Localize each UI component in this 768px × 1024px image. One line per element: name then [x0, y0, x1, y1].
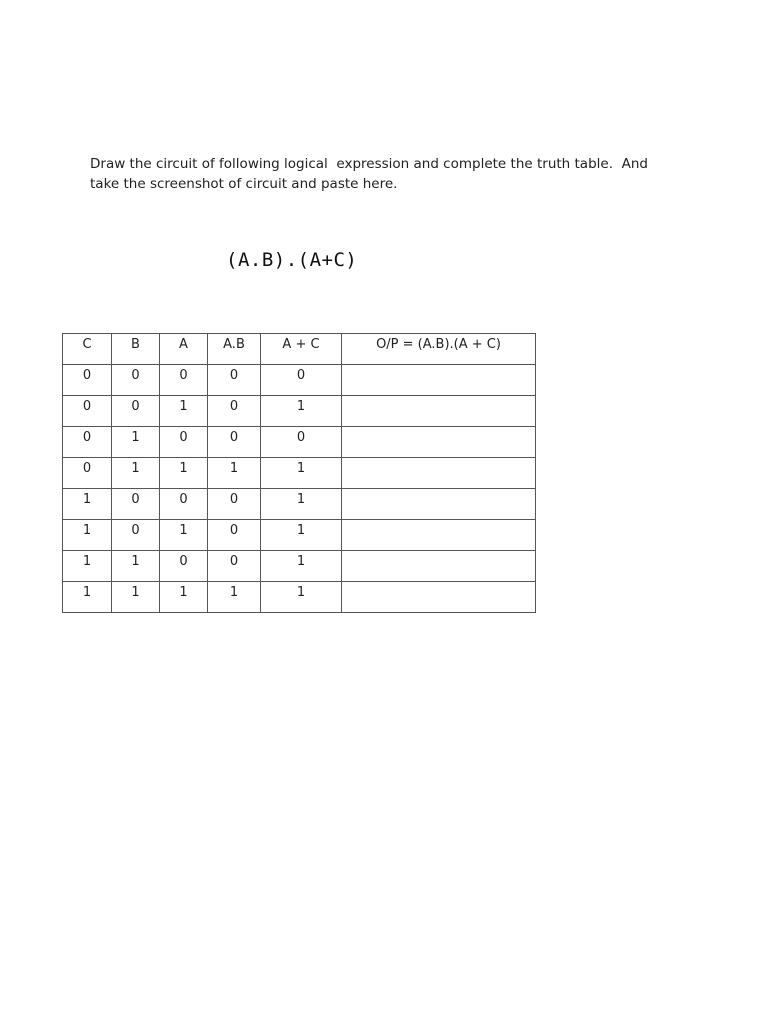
cell-a-or-c: 0 [261, 365, 342, 396]
cell-c: 0 [63, 365, 112, 396]
table-row [63, 365, 536, 396]
cell-a-or-c: 1 [261, 551, 342, 582]
cell-a-and-b: 0 [208, 551, 261, 582]
table-row [63, 396, 536, 427]
cell-a-and-b: 1 [208, 458, 261, 489]
cell-a: 1 [160, 396, 208, 427]
truth-table [62, 333, 536, 613]
table-row [63, 489, 536, 520]
cell-a-and-b: 1 [208, 582, 261, 613]
table-header-row [63, 334, 536, 365]
instructions [90, 154, 690, 194]
cell-a: 0 [160, 489, 208, 520]
cell-a-and-b: 0 [208, 396, 261, 427]
cell-a-or-c: 1 [261, 520, 342, 551]
cell-b: 1 [112, 458, 160, 489]
cell-a-or-c: 1 [261, 458, 342, 489]
cell-c: 1 [63, 520, 112, 551]
cell-a: 1 [160, 582, 208, 613]
header-a-and-b: A.B [208, 334, 261, 365]
instructions-line-2: take the screenshot of circuit and paste here. [90, 176, 398, 192]
cell-a-and-b: 0 [208, 520, 261, 551]
cell-c: 0 [63, 458, 112, 489]
cell-b: 1 [112, 582, 160, 613]
cell-output[interactable] [342, 427, 536, 458]
cell-output[interactable] [342, 458, 536, 489]
cell-a-or-c: 1 [261, 582, 342, 613]
header-b: B [112, 334, 160, 365]
cell-a-and-b: 0 [208, 365, 261, 396]
header-output: O/P = (A.B).(A + C) [342, 334, 536, 365]
cell-a: 0 [160, 427, 208, 458]
header-c: C [63, 334, 112, 365]
cell-output[interactable] [342, 582, 536, 613]
table-row [63, 582, 536, 613]
cell-b: 0 [112, 489, 160, 520]
cell-a: 1 [160, 458, 208, 489]
cell-c: 0 [63, 396, 112, 427]
cell-output[interactable] [342, 520, 536, 551]
cell-b: 0 [112, 365, 160, 396]
cell-c: 1 [63, 489, 112, 520]
cell-b: 1 [112, 551, 160, 582]
cell-output[interactable] [342, 551, 536, 582]
header-a: A [160, 334, 208, 365]
cell-output[interactable] [342, 489, 536, 520]
cell-output[interactable] [342, 396, 536, 427]
cell-a-or-c: 1 [261, 489, 342, 520]
cell-a: 0 [160, 551, 208, 582]
cell-a-and-b: 0 [208, 489, 261, 520]
cell-a-or-c: 0 [261, 427, 342, 458]
cell-b: 0 [112, 520, 160, 551]
cell-c: 1 [63, 582, 112, 613]
cell-b: 1 [112, 427, 160, 458]
header-a-or-c: A + C [261, 334, 342, 365]
cell-b: 0 [112, 396, 160, 427]
table-row [63, 458, 536, 489]
cell-c: 0 [63, 427, 112, 458]
table-row [63, 551, 536, 582]
table-row [63, 427, 536, 458]
cell-a-and-b: 0 [208, 427, 261, 458]
instructions-line-1: Draw the circuit of following logical expression and complete the truth table. And [90, 156, 648, 172]
cell-output[interactable] [342, 365, 536, 396]
cell-a: 0 [160, 365, 208, 396]
cell-a: 1 [160, 520, 208, 551]
cell-a-or-c: 1 [261, 396, 342, 427]
table-row [63, 520, 536, 551]
cell-c: 1 [63, 551, 112, 582]
logic-expression: (A.B).(A+C) [226, 249, 358, 271]
